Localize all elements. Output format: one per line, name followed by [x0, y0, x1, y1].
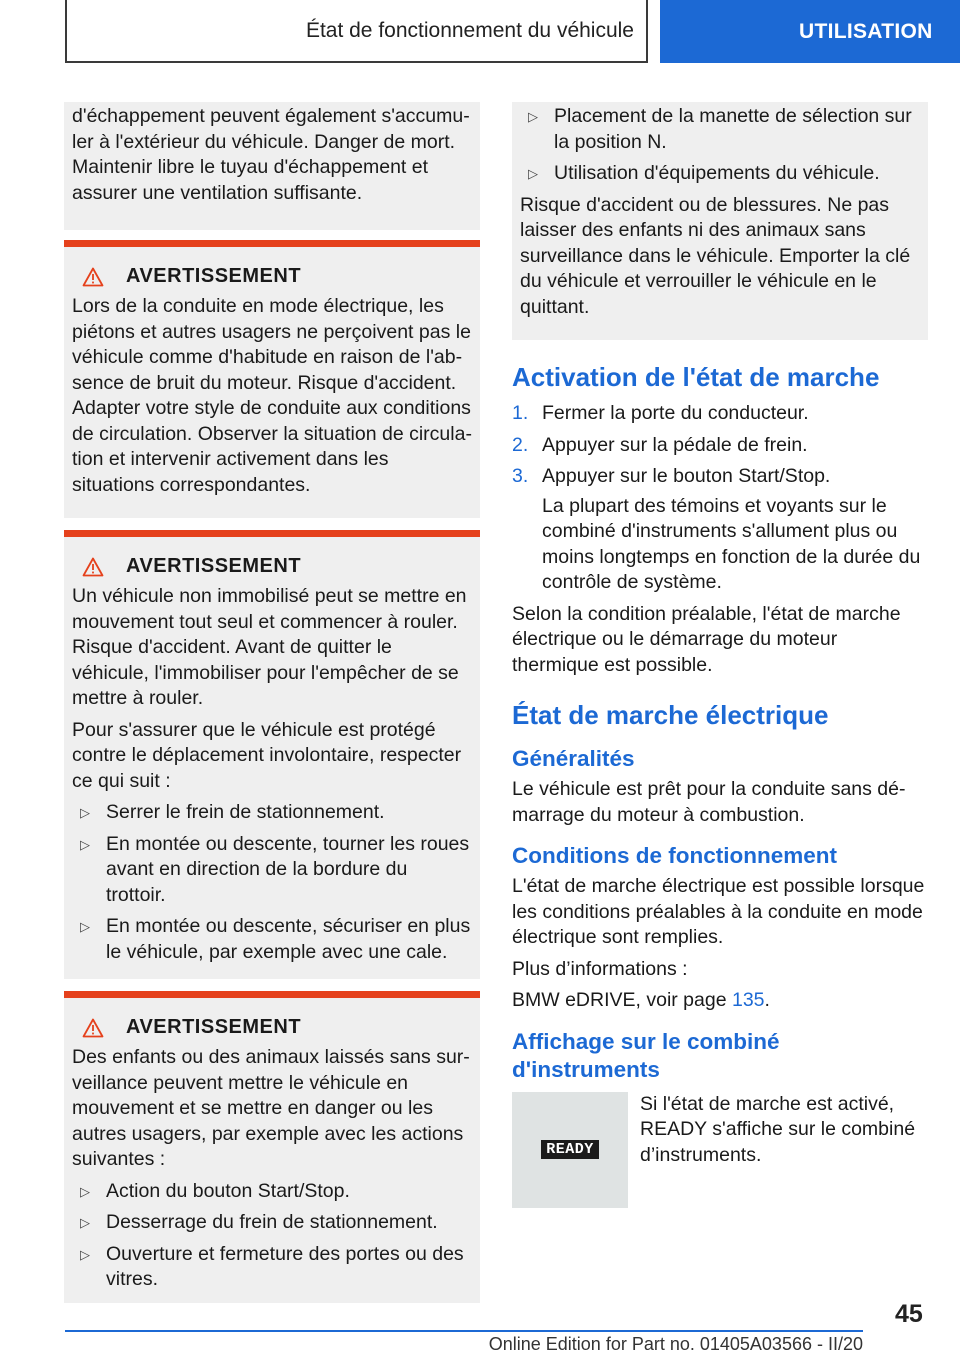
section-heading-electric: État de marche électrique	[512, 700, 829, 730]
list-item: ▷ Desserrage du frein de stationnement.	[72, 1210, 472, 1236]
running-header-section	[65, 0, 648, 63]
bullet-triangle-icon: ▷	[528, 166, 538, 181]
paragraph: Plus d’informations :	[512, 957, 688, 980]
page-link[interactable]: 135	[731, 989, 765, 1011]
list-item: ▷ Serrer le frein de stationnement.	[72, 800, 472, 826]
warning-heading: AVERTISSEMENT	[72, 1016, 472, 1039]
warning-text: Lors de la conduite en mode électrique, les piétons et autres usagers ne perçoivent pas le véhicule comme d'habitude en raison de l'absence de bruit du moteur. Risque d'accident. Adapter votre style de conduite aux conditions de circulation. Observer la situation de circulation et intervenir activement dans les situations correspondantes.	[72, 295, 472, 496]
subheading-general: Généralités	[512, 746, 635, 771]
display-text: Si l'état de marche est activé, READY s'affiche sur le combiné d’instruments.	[640, 1092, 916, 1166]
bullet-triangle-icon: ▷	[80, 1183, 90, 1199]
list-item: ▷ Placement de la manette de sélection sur la position N.	[520, 104, 920, 155]
warning-triangle-icon	[82, 557, 104, 577]
footer-edition: Online Edition for Part no. 01405A03566 - II/20	[488, 1334, 863, 1354]
warning-continuation	[512, 102, 928, 340]
warning-text: Pour s'assurer que le véhicule est protégé contre le déplacement involontaire, respecter ce qui suit :	[72, 718, 462, 792]
running-header-chapter	[660, 0, 960, 63]
step-item: 3. Appuyer sur le bouton Start/Stop.	[512, 465, 831, 487]
paragraph: Le véhicule est prêt pour la conduite sans démarrage du moteur à combustion.	[512, 778, 906, 826]
page-number: 45	[895, 1300, 923, 1328]
list-item: ▷ Utilisation d'équipements du véhicule.	[520, 161, 920, 187]
warning-text: Des enfants ou des animaux laissés sans surveillance peuvent mettre le véhicule en mouvement et se mettre en danger ou les autres usagers, par exemple avec les actions suivantes :	[72, 1046, 470, 1170]
step-item: 1. Fermer la porte du conducteur.	[512, 402, 809, 424]
display-figure	[512, 1092, 928, 1208]
right-column	[512, 102, 928, 1208]
warning-box-children	[64, 998, 480, 1303]
list-item: ▷ Action du bouton Start/Stop.	[72, 1179, 472, 1205]
step-item: 2. Appuyer sur la pédale de frein.	[512, 433, 808, 456]
bullet-triangle-icon: ▷	[80, 919, 90, 934]
warning-box-rolling	[64, 537, 480, 979]
paragraph: Selon la condition préalable, l'état de marche électrique ou le démarrage du moteur thermique est possible.	[512, 602, 901, 676]
warning-heading: AVERTISSEMENT	[72, 265, 472, 288]
warning-continuation-text: d'échappement peuvent également s'accumuler à l'extérieur du véhicule. Danger de mort. Maintenir libre le tuyau d'échappement et assurer une ventilation suffisante.	[72, 105, 470, 204]
warning-continuation	[64, 102, 480, 230]
subheading-display: Affichage sur le combiné d'instruments	[512, 1028, 780, 1082]
warning-bar	[64, 991, 480, 998]
list-item: ▷ Ouverture et fermeture des portes ou des vitres.	[72, 1242, 472, 1293]
list-item: ▷ En montée ou descente, tourner les roues avant en direction de la bordure du trottoir.	[72, 832, 472, 909]
warning-heading: AVERTISSEMENT	[72, 555, 472, 578]
warning-triangle-icon	[82, 1018, 104, 1038]
bullet-triangle-icon: ▷	[80, 1215, 90, 1230]
warning-text: Risque d'accident ou de blessures. Ne pas laisser des enfants ni des animaux sans surveillance dans le véhicule. Emporter la clé du véhicule et verrouiller le véhicule en le quittant.	[520, 193, 911, 318]
section-heading-activation: Activation de l'état de marche	[512, 362, 880, 392]
step-note: La plupart des témoins et voyants sur le combiné d'instruments s'allument plus ou moins longtemps en fonction de la durée du contrôle de système.	[542, 494, 921, 593]
bullet-triangle-icon: ▷	[80, 1246, 90, 1262]
subheading-conditions: Conditions de fonctionnement	[512, 843, 837, 868]
bullet-triangle-icon: ▷	[528, 109, 538, 124]
warning-triangle-icon	[82, 267, 104, 287]
paragraph: L'état de marche électrique est possible lorsque les conditions préalables à la conduite en mode électrique sont remplies.	[512, 875, 925, 948]
bullet-triangle-icon: ▷	[80, 836, 90, 852]
bullet-triangle-icon: ▷	[80, 805, 90, 820]
warning-box-electric	[64, 247, 480, 518]
warning-bar	[64, 530, 480, 537]
ready-badge: READY	[541, 1140, 599, 1159]
list-item: ▷ En montée ou descente, sécuriser en plus le véhicule, par exemple avec une cale.	[72, 914, 472, 965]
cross-reference: BMW eDRIVE, voir page 135.	[512, 989, 770, 1011]
left-column	[64, 102, 480, 1303]
footer-rule	[65, 1330, 863, 1332]
section-title: État de fonctionnement du véhicule	[305, 18, 634, 42]
ready-indicator-image	[512, 1092, 628, 1208]
chapter-title: UTILISATION	[799, 19, 933, 43]
warning-bar	[64, 240, 480, 247]
warning-text: Un véhicule non immobilisé peut se mettre en mouvement tout seul et commencer à rouler. Risque d'accident. Avant de quitter le véhicule, l'immobiliser pour l'empêcher de se mettre à rouler.	[72, 585, 467, 709]
